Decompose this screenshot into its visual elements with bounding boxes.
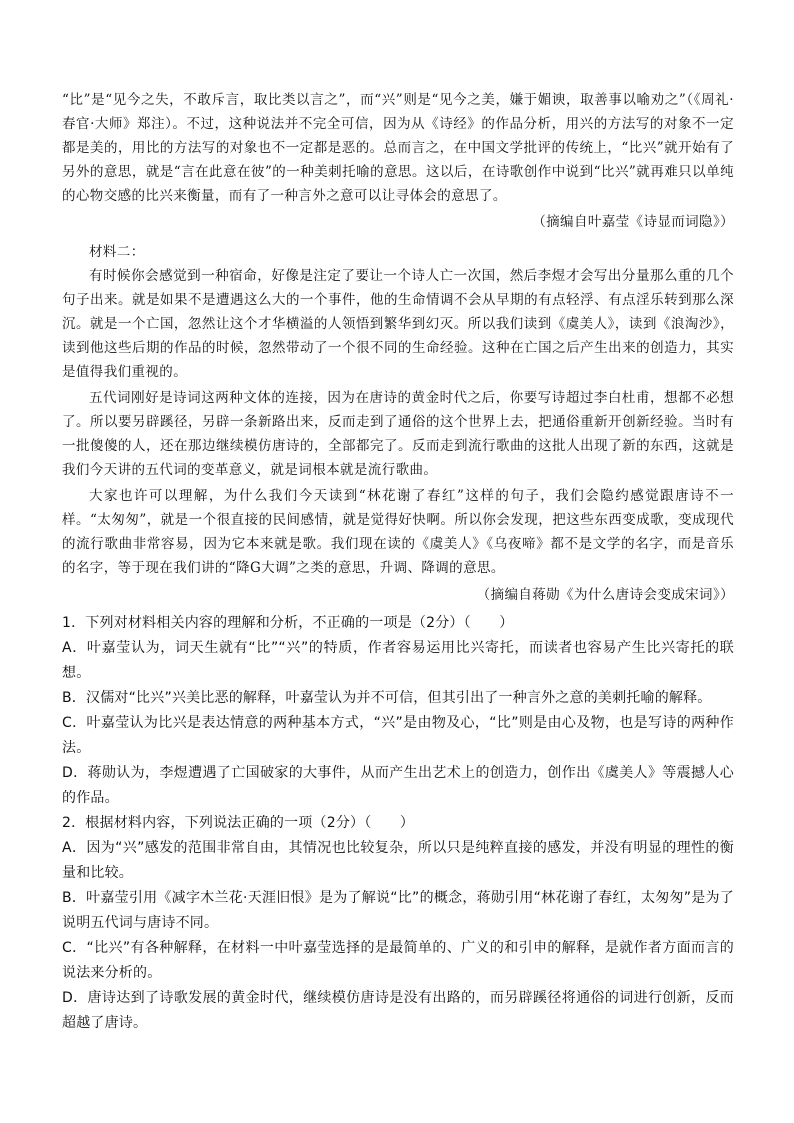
question-1 (62, 611, 734, 811)
material-one-source: （摘编自叶嘉莹《诗显而词隐》） (532, 214, 734, 230)
material-one-section (62, 88, 734, 234)
option-a: A．叶嘉莹认为，词天生就有“比”“兴”的特质，作者容易运用比兴寄托，而读者也容易产生比兴寄托的联想。 (62, 640, 734, 681)
question-stem: 2．根据材料内容，下列说法正确的一项（2分）（ ） (62, 815, 415, 831)
questions-section (62, 611, 734, 1036)
material-two-paragraph: 五代词刚好是诗词这两种文体的连接，因为在唐诗的黄金时代之后，你要写诗超过李白杜甫，想都不必想了。所以要另辟蹊径，另辟一条新路出来，反而走到了通俗的这个世界上去，把通俗重新开创新经验。当时有一批傻傻的人，还在那边继续模仿唐诗的，全部都完了。反而走到流行歌曲的这批人出现了新的东西，这就是我们今天讲的五代词的变革意义，就是词根本就是流行歌曲。 (62, 390, 734, 478)
option-d: D．唐诗达到了诗歌发展的黄金时代，继续模仿唐诗是没有出路的，而另辟蹊径将通俗的词进行创新，反而超越了唐诗。 (62, 990, 734, 1031)
material-two-paragraph: 有时候你会感觉到一种宿命，好像是注定了要让一个诗人亡一次国，然后李煜才会写出分量那么重的几个句子出来。就是如果不是遭遇这么大的一个事件，他的生命情调不会从早期的有点轻浮、有点淫乐转到那么深沉。就是一个亡国，忽然让这个才华横溢的人领悟到繁华到幻灭。所以我们读到《虞美人》，读到《浪淘沙》，读到他这些后期的作品的时候，忽然带动了一个很不同的生命经验。这种在亡国之后产生出来的创造力，其实是值得我们重视的。 (62, 268, 734, 380)
option-a: A．因为“兴”感发的范围非常自由，其情况也比较复杂，所以只是纯粹直接的感发，并没有明显的理性的衡量和比较。 (62, 840, 734, 881)
material-two-source: （摘编自蒋勋《为什么唐诗会变成宋词》） (476, 587, 734, 603)
option-b: B．汉儒对“比兴”兴美比恶的解释，叶嘉莹认为并不可信，但其引出了一种言外之意的美刺托喻的解释。 (62, 690, 712, 706)
material-two-section (62, 240, 734, 607)
option-c: C．“比兴”有各种解释，在材料一中叶嘉莹选择的是最简单的、广义的和引申的解释，是就作者方面而言的说法来分析的。 (62, 940, 734, 981)
material-one-paragraph: “比”是“见今之失，不敢斥言，取比类以言之”，而“兴”则是“见今之美，嫌于媚谀，取善事以喻劝之”（《周礼·春官·大师》郑注）。不过，这种说法并不完全可信，因为从《诗经》的作品分析，用兴的方法写的对象不一定都是美的，用比的方法写的对象也不一定都是恶的。总而言之，在中国文学批评的传统上，“比兴”就开始有了另外的意思，就是“言在此意在彼”的一种美刺托喻的意思。这以后，在诗歌创作中说到“比兴”就再难只以单纯的心物交感的比兴来衡量，而有了一种言外之意可以让寻体会的意思了。 (62, 92, 734, 204)
material-two-title: 材料二： (89, 244, 145, 260)
option-d: D．蒋勋认为，李煜遭遇了亡国破家的大事件，从而产生出艺术上的创造力，创作出《虞美人》等震撼人心的作品。 (62, 765, 734, 806)
question-2 (62, 811, 734, 1036)
material-two-paragraph: 大家也许可以理解，为什么我们今天读到“林花谢了春红”这样的句子，我们会隐约感觉跟唐诗不一样。“太匆匆”，就是一个很直接的民间感情，就是觉得好快啊。所以你会发现，把这些东西变成歌，变成现代的流行歌曲非常容易，因为它本来就是歌。我们现在读的《虞美人》《乌夜啼》都不是文学的名字，而是音乐的名字，等于现在我们讲的“降G大调”之类的意思，升调、降调的意思。 (62, 488, 734, 576)
option-b: B．叶嘉莹引用《减字木兰花·天涯旧恨》是为了解说“比”的概念，蒋勋引用“林花谢了春红，太匆匆”是为了说明五代词与唐诗不同。 (62, 890, 734, 931)
option-c: C．叶嘉莹认为比兴是表达情意的两种基本方式，“兴”是由物及心，“比”则是由心及物，也是写诗的两种作法。 (62, 715, 734, 756)
question-stem: 1．下列对材料相关内容的理解和分析，不正确的一项是（2分）（ ） (62, 615, 514, 631)
